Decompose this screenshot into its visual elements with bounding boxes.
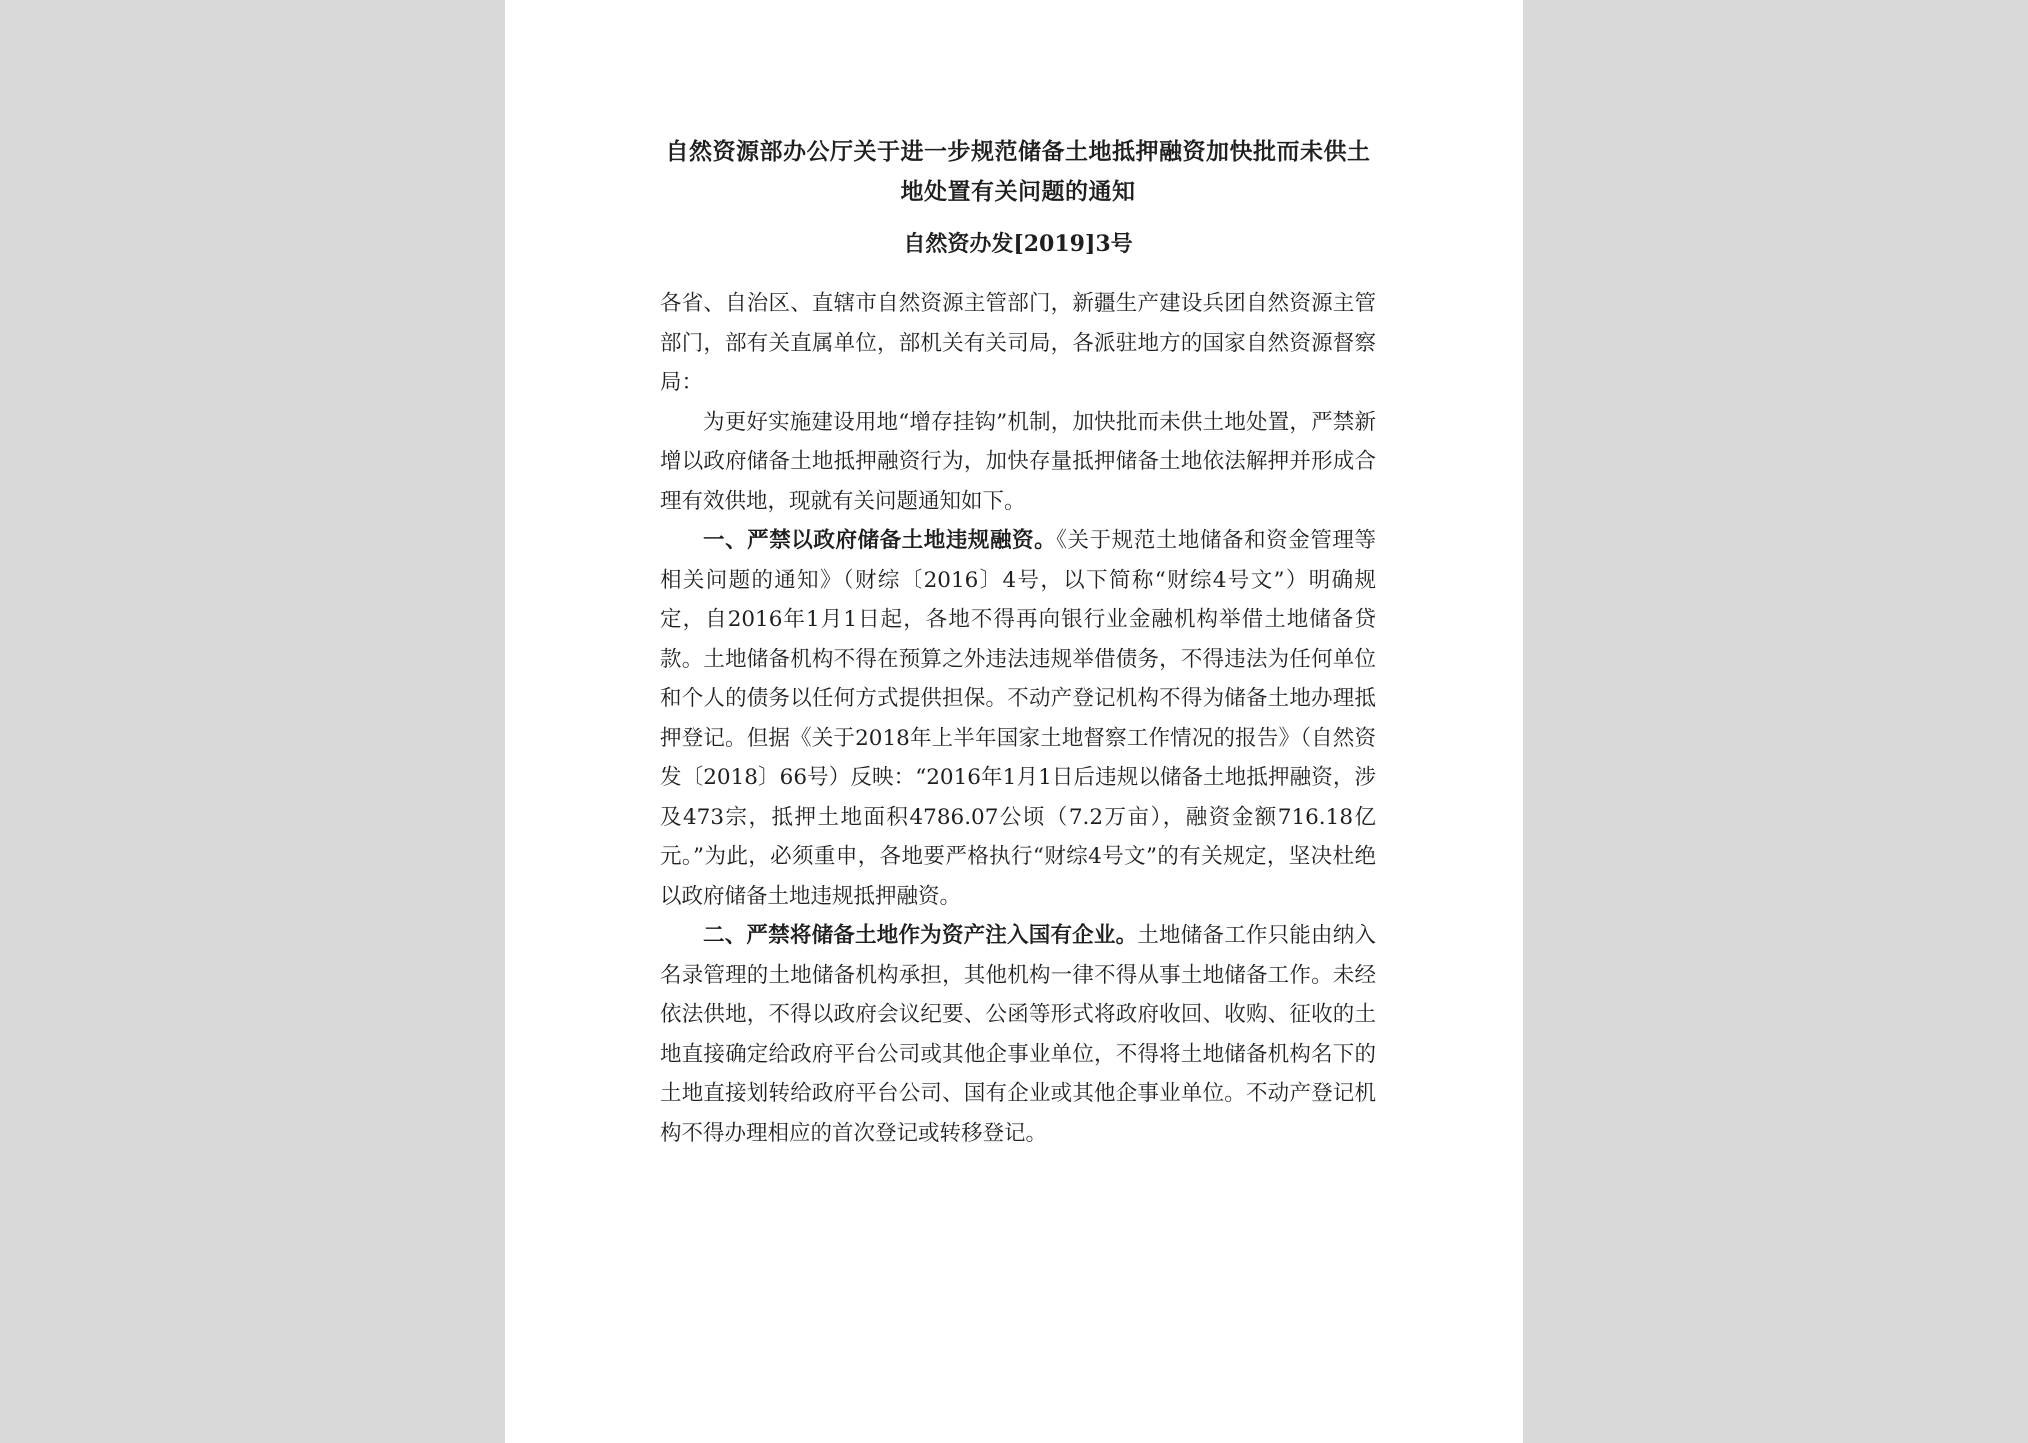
document-page (505, 0, 1523, 1443)
section-2-heading: 二、严禁将储备土地作为资产注入国有企业。 (703, 923, 1138, 948)
section-1-heading: 一、严禁以政府储备土地违规融资。 (703, 528, 1057, 553)
recipients-paragraph: 各省、自治区、直辖市自然资源主管部门，新疆生产建设兵团自然资源主管部门，部有关直属单位，部机关有关司局，各派驻地方的国家自然资源督察局： (660, 291, 1376, 395)
section-2-body: 土地储备工作只能由纳入名录管理的土地储备机构承担，其他机构一律不得从事土地储备工作。未经依法供地，不得以政府会议纪要、公函等形式将政府收回、收购、征收的土地直接确定给政府平台公司或其他企事业单位，不得将土地储备机构名下的土地直接划转给政府平台公司、国有企业或其他企事业单位。不动产登记机构不得办理相应的首次登记或转移登记。 (660, 923, 1376, 1146)
document-number: 自然资办发[2019]3号 (903, 231, 1133, 257)
section-1-paragraph (660, 521, 1376, 916)
document-title: 自然资源部办公厅关于进一步规范储备土地抵押融资加快批而未供土地处置有关问题的通知 (665, 138, 1371, 205)
section-1-body: 《关于规范土地储备和资金管理等相关问题的通知》（财综〔2016〕4号，以下简称“财综4号文”）明确规定，自2016年1月1日起，各地不得再向银行业金融机构举借土地储备贷款。土地储备机构不得在预算之外违法违规举借债务，不得违法为任何单位和个人的债务以任何方式提供担保。不动产登记机构不得为储备土地办理抵押登记。但据《关于2018年上半年国家土地督察工作情况的报告》（自然资发〔2018〕66号）反映：“2016年1月1日后违规以储备土地抵押融资，涉及473宗，抵押土地面积4786.07公顷（7.2万亩），融资金额716.18亿元。”为此，必须重申，各地要严格执行“财综4号文”的有关规定，坚决杜绝以政府储备土地违规抵押融资。 (660, 528, 1376, 909)
section-2-paragraph (660, 916, 1376, 1153)
intro-paragraph: 为更好实施建设用地“增存挂钩”机制，加快批而未供土地处置，严禁新增以政府储备土地抵押融资行为，加快存量抵押储备土地依法解押并形成合理有效供地，现就有关问题通知如下。 (660, 409, 1376, 514)
document-content (660, 132, 1376, 1153)
